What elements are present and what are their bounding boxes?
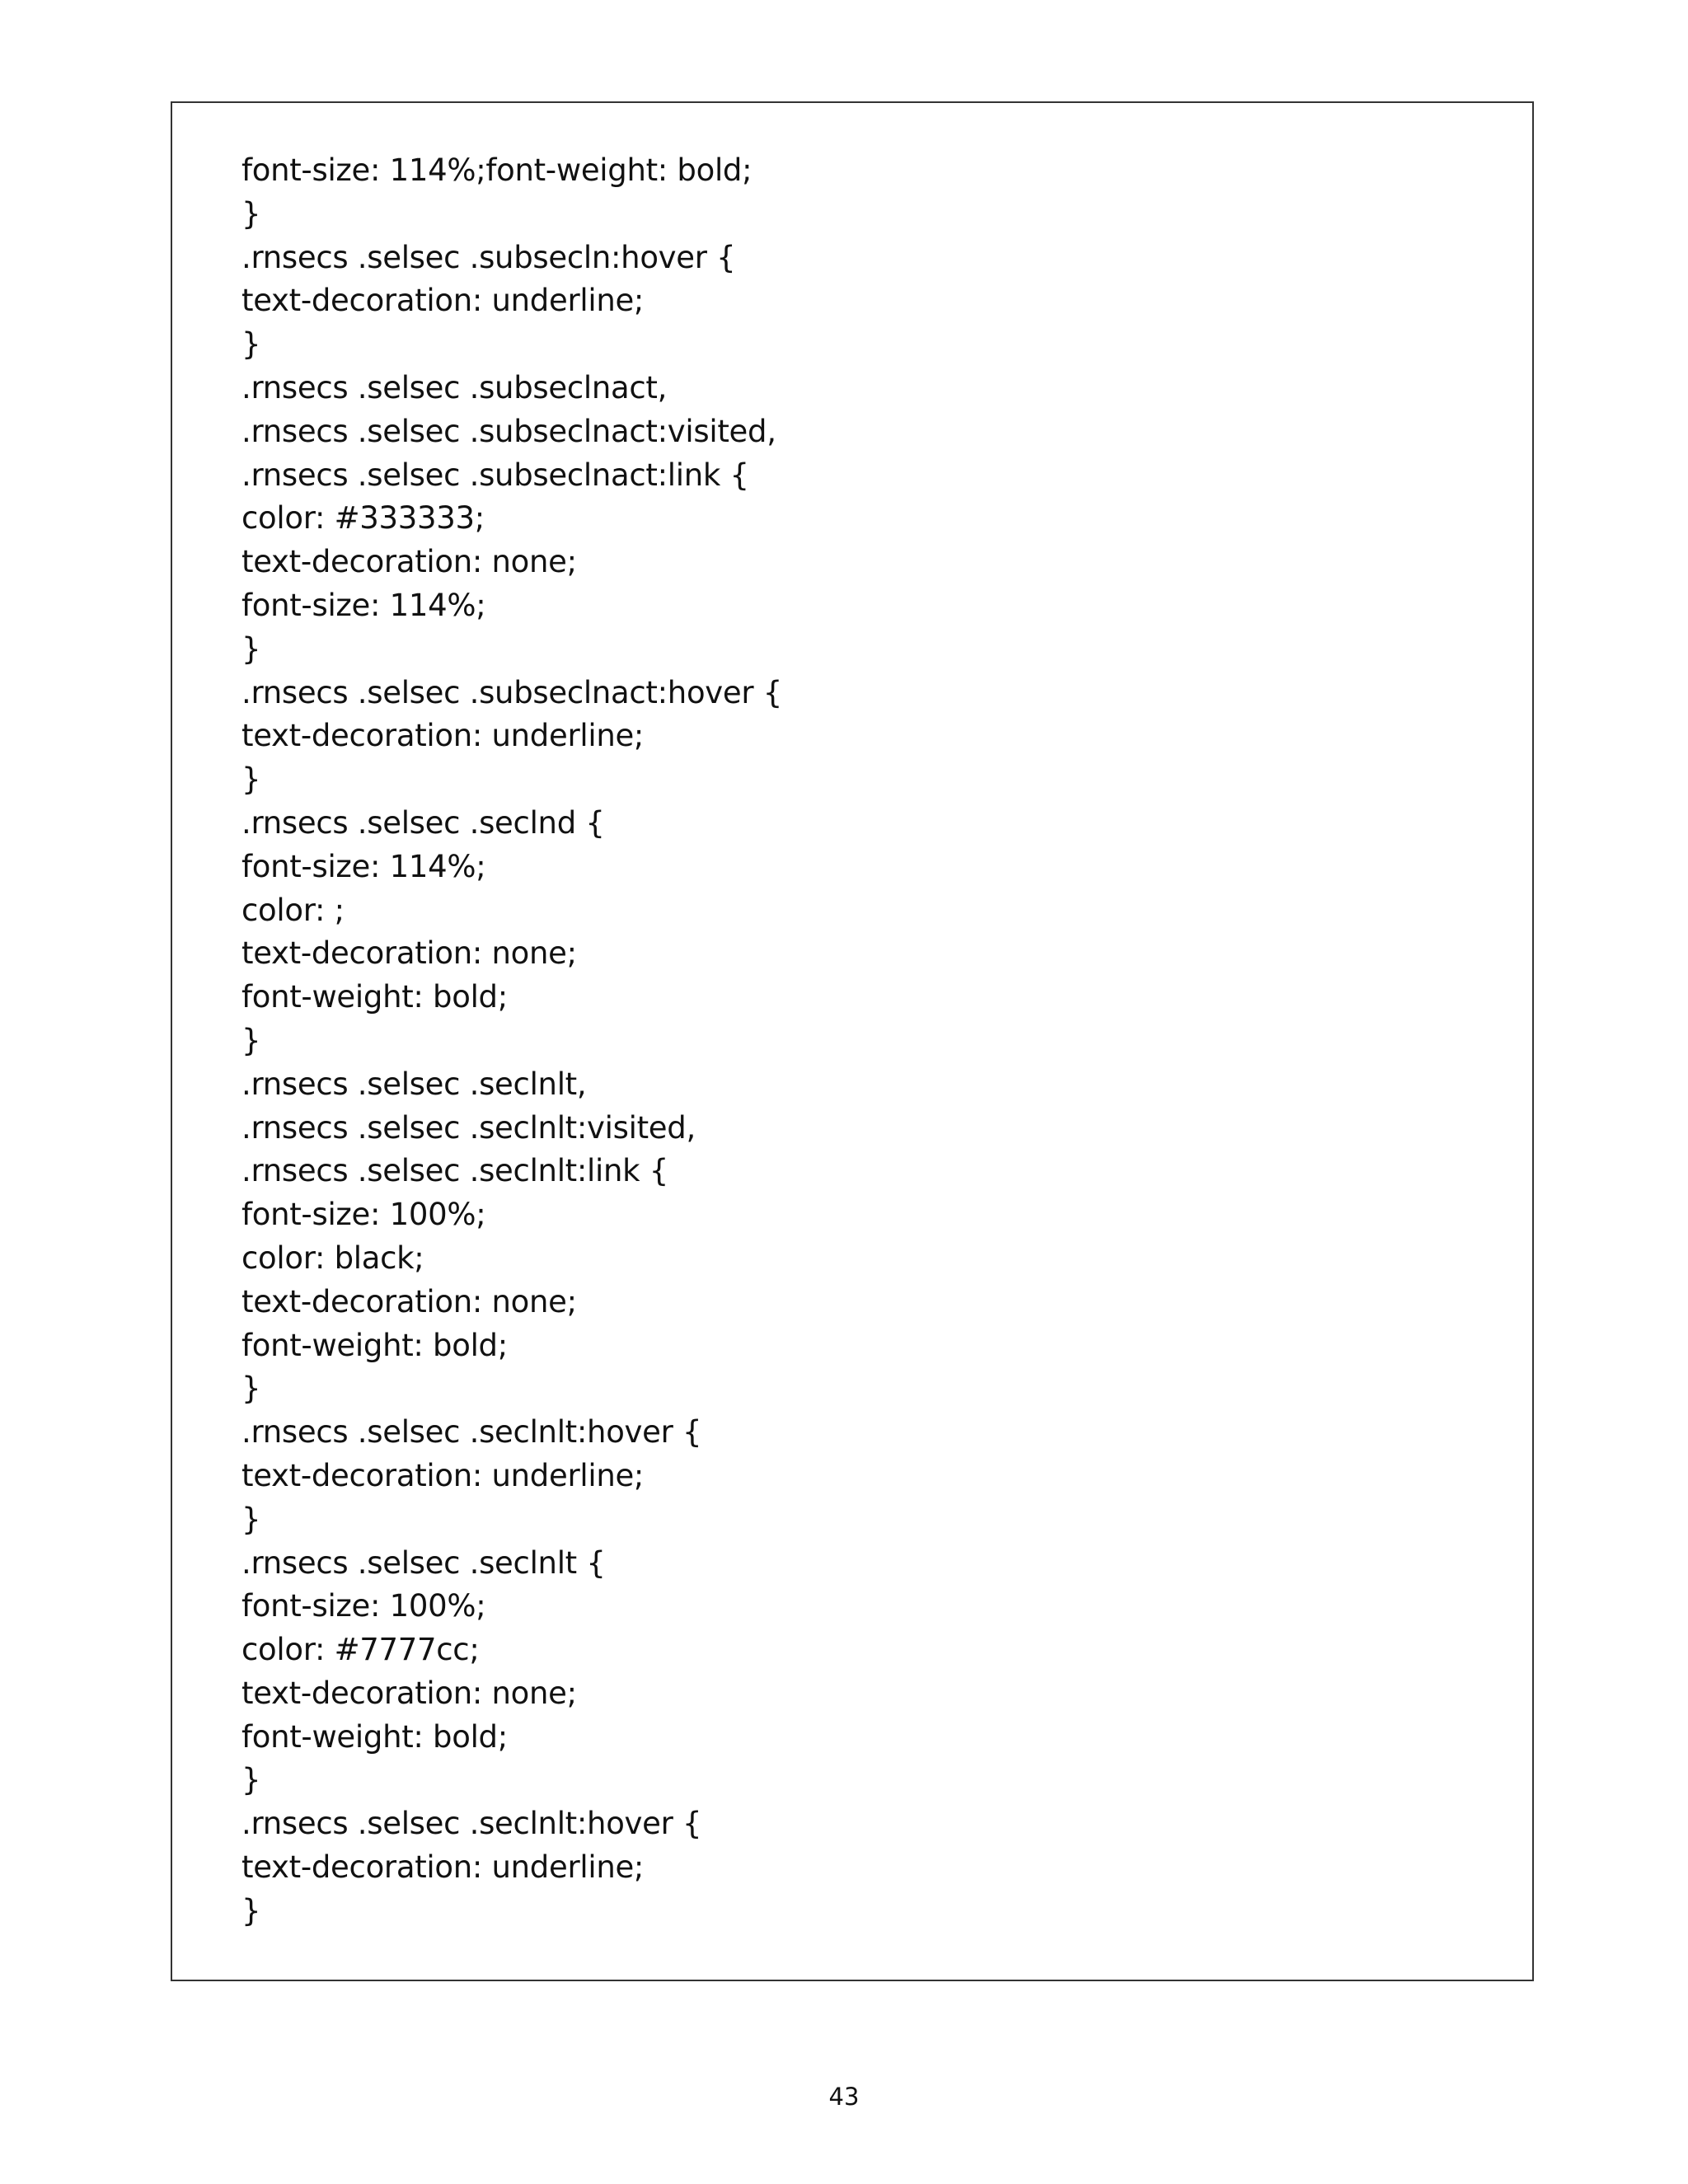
code-line: text-decoration: none;: [241, 1283, 577, 1319]
code-line: font-weight: bold;: [241, 1718, 508, 1755]
code-line: .rnsecs .selsec .seclnlt,: [241, 1066, 587, 1102]
code-line: .rnsecs .selsec .subseclnact:visited,: [241, 413, 776, 449]
code-line: .rnsecs .selsec .seclnlt:hover {: [241, 1414, 702, 1451]
code-line: font-size: 114%;font-weight: bold;: [241, 152, 753, 188]
code-line: .rnsecs .selsec .subseclnact,: [241, 369, 668, 405]
code-line: .rnsecs .selsec .seclnlt:visited,: [241, 1109, 696, 1146]
code-line: }: [241, 1371, 261, 1407]
code-line: }: [241, 1892, 261, 1929]
code-line: font-size: 100%;: [241, 1588, 486, 1624]
code-listing-box: [171, 101, 1534, 1981]
code-line: text-decoration: underline;: [241, 283, 645, 319]
code-line: .rnsecs .selsec .seclnlt:link {: [241, 1153, 668, 1189]
code-line: text-decoration: underline;: [241, 718, 645, 754]
code-line: font-size: 100%;: [241, 1197, 486, 1233]
page-number: 43: [828, 2083, 860, 2111]
code-line: }: [241, 1501, 261, 1537]
code-line: .rnsecs .selsec .seclnlt:hover {: [241, 1806, 702, 1842]
code-line: color: #7777cc;: [241, 1632, 480, 1668]
code-line: text-decoration: none;: [241, 935, 577, 972]
code-line: font-size: 114%;: [241, 848, 486, 884]
code-line: .rnsecs .selsec .subsecln:hover {: [241, 239, 736, 275]
code-line: }: [241, 1022, 261, 1058]
code-line: font-size: 114%;: [241, 587, 486, 623]
code-line: }: [241, 1762, 261, 1798]
code-line: text-decoration: none;: [241, 1675, 577, 1711]
code-line: text-decoration: underline;: [241, 1849, 645, 1886]
code-line: .rnsecs .selsec .seclnlt {: [241, 1544, 606, 1581]
code-line: color: #333333;: [241, 500, 485, 537]
code-line: }: [241, 762, 261, 798]
code-line: .rnsecs .selsec .seclnd {: [241, 804, 605, 841]
code-line: font-weight: bold;: [241, 1327, 508, 1363]
code-line: }: [241, 326, 261, 363]
code-line: font-weight: bold;: [241, 979, 508, 1015]
code-line: text-decoration: underline;: [241, 1457, 645, 1493]
code-line: }: [241, 195, 261, 232]
code-line: text-decoration: none;: [241, 544, 577, 580]
code-line: .rnsecs .selsec .subseclnact:hover {: [241, 674, 782, 710]
code-lines: [241, 149, 782, 1933]
code-line: color: ;: [241, 892, 345, 928]
code-line: color: black;: [241, 1240, 424, 1276]
code-line: }: [241, 630, 261, 667]
code-line: .rnsecs .selsec .subseclnact:link {: [241, 457, 749, 493]
